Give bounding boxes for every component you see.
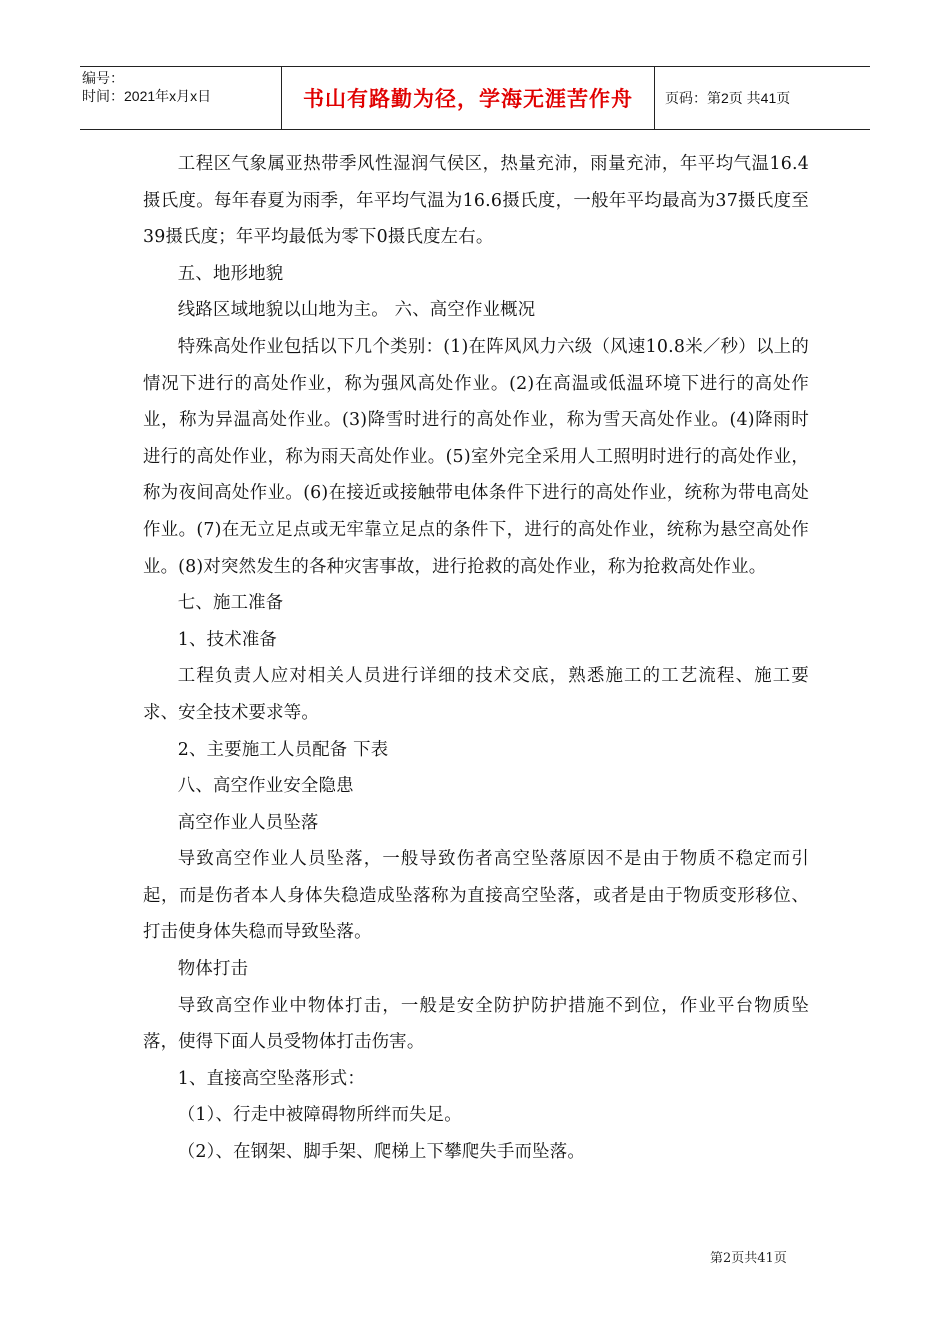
paragraph-technical-prep: 工程负责人应对相关人员进行详细的技术交底，熟悉施工的工艺流程、施工要求、安全技术要求等。 [143,666,809,723]
paragraph-special-work-categories: 特殊高处作业包括以下几个类别：(1)在阵风风力六级（风速10.8米／秒）以上的情况下进行的高处作业，称为强风高处作业。(2)在高温或低温环境下进行的高处作业，称为异温高处作业。(3)降雪时进行的高处作业，称为雪天高处作业。(4)降雨时进行的高处作业，称为雨天高处作业。(5)室外完全采用人工照明时进行的高处作业，称为夜间高处作业。(6)在接近或接触带电体条件下进行的高处作业，统称为带电高处作业。(7)在无立足点或无牢靠立足点的条件下，进行的高处作业，统称为悬空高处作业。(8)对突然发生的各种灾害事故，进行抢救的高处作业，称为抢救高处作业。 [143,336,809,577]
paragraph-terrain: 线路区域地貌以山地为主。 六、高空作业概况 [177,300,536,321]
paragraph-fall-hazard: 导致高空作业人员坠落，一般导致伤者高空坠落原因不是由于物质不稳定而引起，而是伤者本人身体失稳造成坠落称为直接高空坠落，或者是由于物质变形移位、打击使身体失稳而导致坠落。 [143,849,809,943]
subheading-fall-hazard: 高空作业人员坠落 [177,812,319,833]
subheading-technical-prep: 1、技术准备 [177,629,278,650]
subheading-object-strike: 物体打击 [177,959,249,980]
header-meta [80,67,282,129]
heading-safety-hazards: 八、高空作业安全隐患 [177,776,354,797]
header-page-info-cell [655,67,870,129]
heading-construction-prep: 七、施工准备 [177,593,284,614]
list-item-fall-form-1: （1）、行走中被障碍物所绊而失足。 [177,1105,462,1126]
heading-terrain: 五、地形地貌 [177,263,284,284]
subheading-staffing: 2、主要施工人员配备 下表 [177,739,389,760]
paragraph-climate: 工程区气象属亚热带季风性湿润气侯区，热量充沛，雨量充沛，年平均气温16.4摄氏度。每年春夏为雨季，年平均气温为16.6摄氏度，一般年平均最高为37摄氏度至39摄氏度；年平均最低为零下0摄氏度左右。 [143,154,809,248]
document-code-label: 编号： [82,70,124,86]
header-motto: 书山有路勤为径，学海无涯苦作舟 [303,87,633,111]
paragraph-object-strike: 导致高空作业中物体打击，一般是安全防护防护措施不到位，作业平台物质坠落，使得下面人员受物体打击伤害。 [143,995,809,1053]
subheading-direct-fall-forms: 1、直接高空坠落形式： [177,1068,365,1089]
document-body [143,146,809,1171]
list-item-fall-form-2: （2）、在钢架、脚手架、爬梯上下攀爬失手而坠落。 [177,1142,585,1163]
page-footer [710,1247,787,1266]
page-header [80,66,870,130]
header-motto-cell [282,67,655,129]
footer-page-info: 第2页共41页 [710,1251,787,1266]
document-time: 时间：2021年x月x日 [82,88,212,104]
header-page-info: 页码：第2页 共41页 [665,90,791,106]
